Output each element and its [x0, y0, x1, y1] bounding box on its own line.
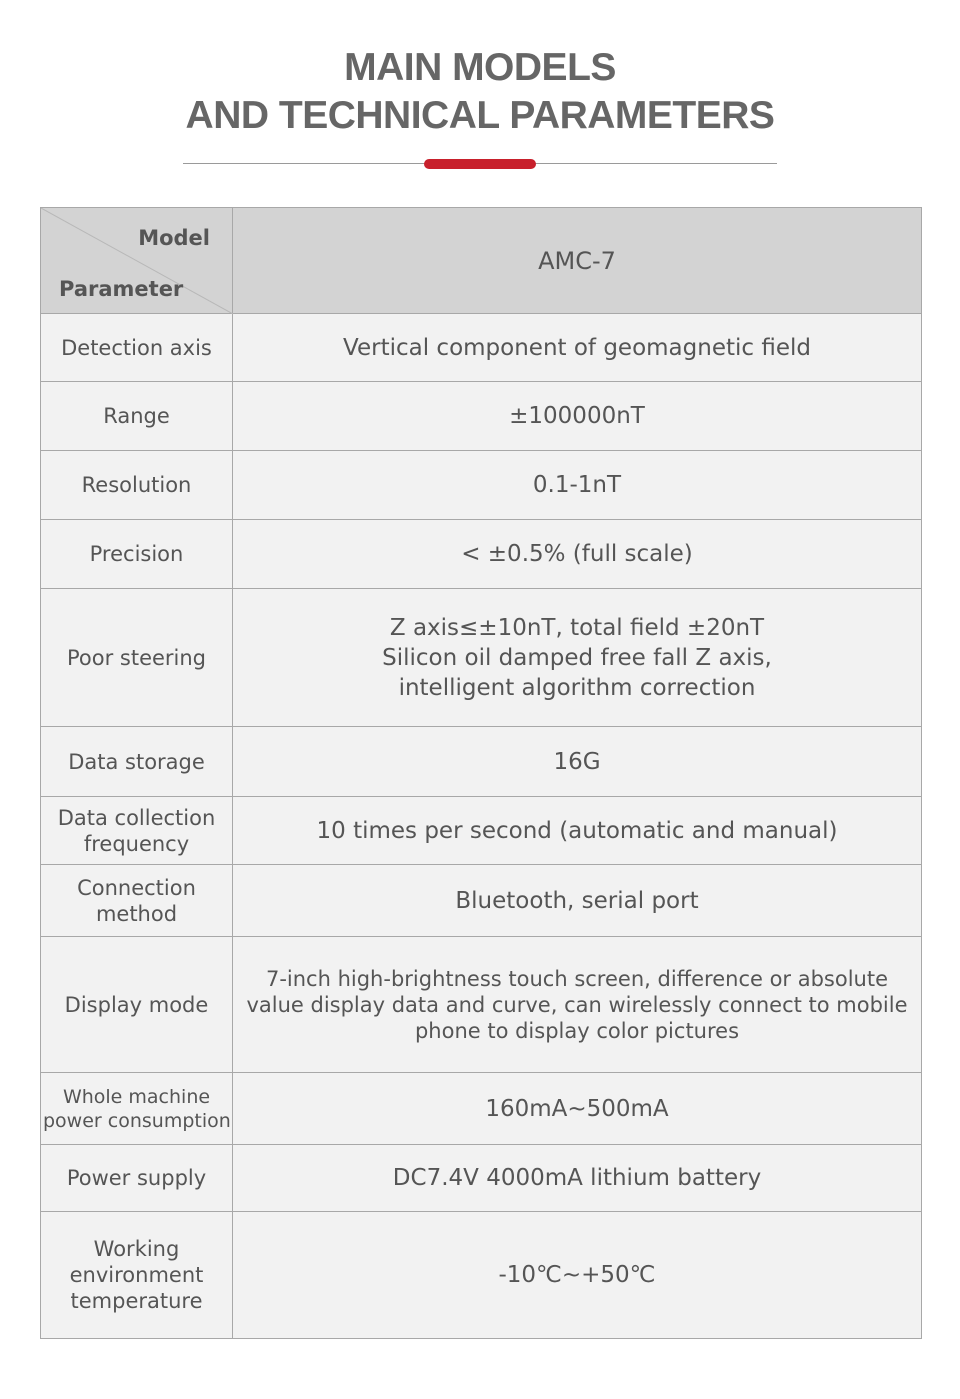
- parameter-label-line: Precision: [89, 542, 184, 566]
- parameter-value-line: 16G: [553, 748, 601, 775]
- table-row: [41, 520, 922, 589]
- page-title: [0, 44, 960, 140]
- title-divider-accent: [424, 159, 536, 169]
- model-name-cell: AMC-7: [233, 208, 922, 314]
- parameter-value-line: ±100000nT: [509, 403, 645, 429]
- parameter-value: [233, 1073, 922, 1145]
- parameter-label-line: Working: [93, 1237, 180, 1261]
- parameter-label-line: environment: [69, 1263, 204, 1287]
- parameter-value-line: Bluetooth, serial port: [455, 887, 699, 914]
- parameter-label: [41, 727, 233, 797]
- parameter-value-line: 7-inch high-brightness touch screen, difference or absolute: [265, 966, 889, 991]
- parameter-label: [41, 1073, 233, 1145]
- parameter-value-line: intelligent algorithm correction: [398, 674, 756, 701]
- parameter-label-line: Display mode: [64, 992, 209, 1017]
- parameter-label: [41, 589, 233, 727]
- parameter-value: [233, 727, 922, 797]
- table-row: [41, 937, 922, 1073]
- parameter-label-line: Detection axis: [61, 335, 212, 360]
- table-row: [41, 865, 922, 937]
- table-row: [41, 797, 922, 865]
- parameter-value-line: 10 times per second (automatic and manual): [316, 817, 838, 844]
- table-header-row: [41, 208, 922, 314]
- table-row: [41, 1145, 922, 1212]
- parameter-label-line: Power supply: [66, 1166, 207, 1190]
- parameter-label: [41, 451, 233, 520]
- parameter-label: [41, 937, 233, 1073]
- title-line-1: MAIN MODELS: [344, 46, 616, 89]
- table-row: [41, 1073, 922, 1145]
- parameter-label-line: Whole machine: [62, 1085, 211, 1108]
- parameter-label-line: power consumption: [43, 1109, 231, 1132]
- table-row: [41, 589, 922, 727]
- parameter-label-line: Range: [103, 404, 170, 428]
- parameter-value: [233, 937, 922, 1073]
- parameter-value: [233, 382, 922, 451]
- parameter-value-line: Z axis≤±10nT, total field ±20nT: [389, 614, 765, 641]
- parameter-value: [233, 589, 922, 727]
- parameter-value: [233, 797, 922, 865]
- parameter-label-line: Poor steering: [66, 645, 207, 670]
- parameter-value-line: 0.1-1nT: [532, 472, 622, 498]
- parameter-label: [41, 314, 233, 382]
- parameter-value: [233, 1145, 922, 1212]
- parameter-label: [41, 865, 233, 937]
- parameter-label: [41, 1145, 233, 1212]
- table-row: [41, 1212, 922, 1339]
- parameter-label-line: Data storage: [68, 749, 205, 774]
- parameter-label: [41, 382, 233, 451]
- parameter-value: [233, 314, 922, 382]
- parameter-value-line: phone to display color pictures: [414, 1018, 740, 1043]
- table-row: [41, 382, 922, 451]
- parameter-label: [41, 520, 233, 589]
- parameter-label: [41, 797, 233, 865]
- parameter-value: [233, 865, 922, 937]
- title-line-2: AND TECHNICAL PARAMETERS: [185, 94, 775, 137]
- parameter-value: [233, 1212, 922, 1339]
- parameter-value: [233, 520, 922, 589]
- parameter-value-line: Vertical component of geomagnetic field: [343, 334, 811, 361]
- parameter-value-line: Silicon oil damped free fall Z axis,: [382, 644, 772, 671]
- table-row: [41, 314, 922, 382]
- parameter-value-line: value display data and curve, can wirelessly connect to mobile: [246, 992, 908, 1017]
- parameter-label-line: Resolution: [81, 473, 192, 497]
- parameter-value-line: < ±0.5% (full scale): [461, 541, 693, 567]
- spec-table: [40, 207, 922, 1339]
- parameter-label-line: Connection: [77, 875, 196, 900]
- parameter-label-line: frequency: [83, 831, 190, 856]
- parameter-value-line: -10℃~+50℃: [498, 1262, 656, 1288]
- parameter-label-line: method: [95, 901, 178, 926]
- parameter-label: [41, 1212, 233, 1339]
- parameter-label-line: temperature: [70, 1289, 203, 1313]
- parameter-value-line: DC7.4V 4000mA lithium battery: [392, 1165, 762, 1191]
- corner-parameter-label: Parameter: [59, 277, 184, 301]
- parameter-value: [233, 451, 922, 520]
- parameter-label-line: Data collection: [57, 805, 216, 830]
- corner-cell: [41, 208, 233, 314]
- corner-model-label: Model: [138, 226, 210, 250]
- table-row: [41, 451, 922, 520]
- parameter-value-line: 160mA~500mA: [485, 1095, 669, 1122]
- table-row: [41, 727, 922, 797]
